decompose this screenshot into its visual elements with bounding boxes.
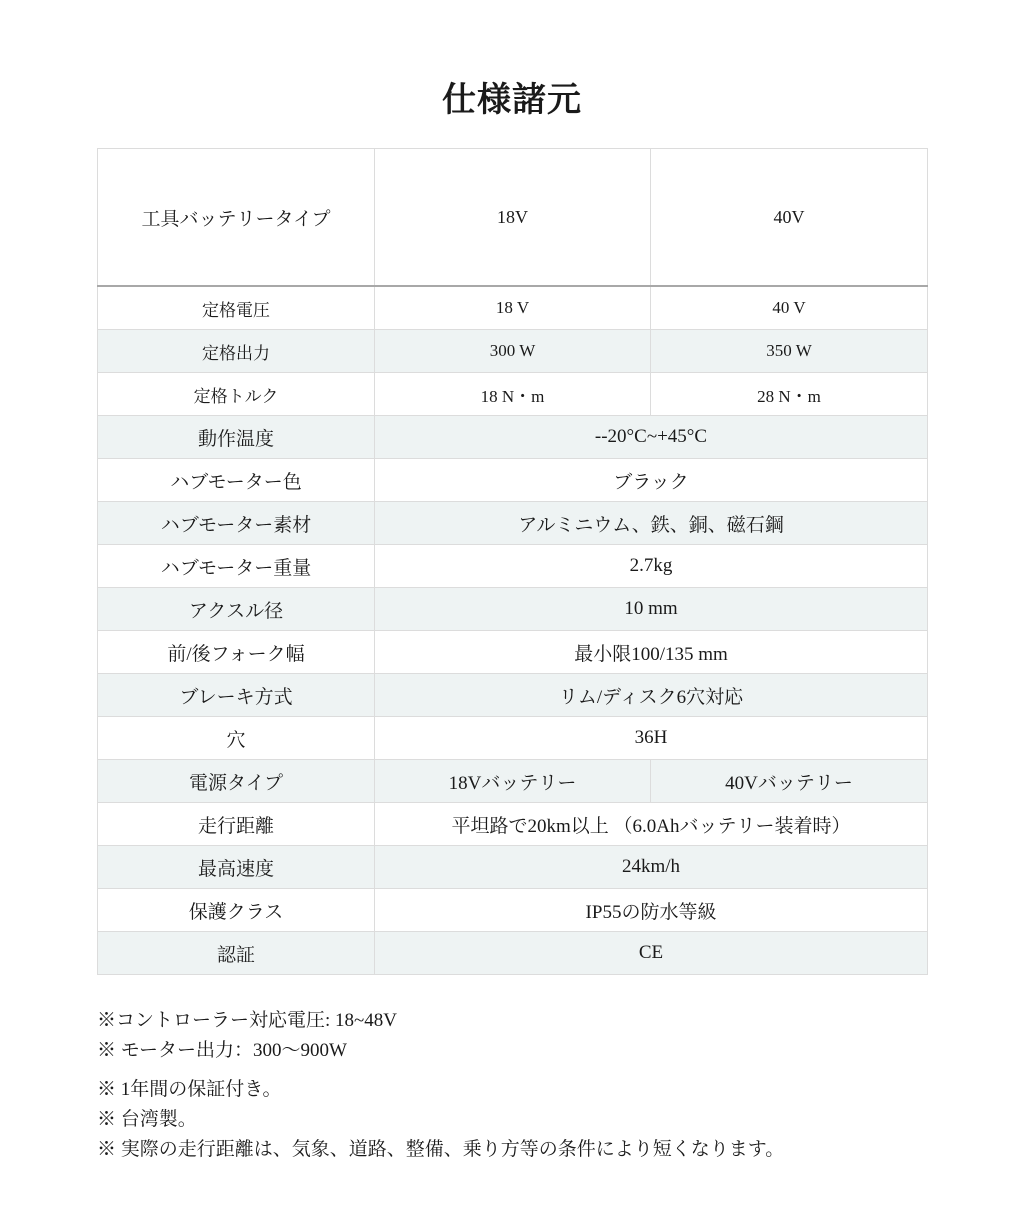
- table-row: [98, 286, 928, 330]
- row-label: ハブモーター重量: [98, 545, 375, 588]
- table-row: [98, 760, 928, 803]
- table-row: [98, 803, 928, 846]
- row-value-40v: 28 N・m: [651, 373, 928, 416]
- note-line: ※ 実際の走行距離は、気象、道路、整備、乗り方等の条件により短くなります。: [97, 1139, 785, 1160]
- row-label: 保護クラス: [98, 889, 375, 932]
- row-value: 最小限100/135 mm: [375, 631, 928, 674]
- header-col-18v: 18V: [375, 149, 651, 287]
- row-value: ブラック: [375, 459, 928, 502]
- table-row: [98, 588, 928, 631]
- table-row: [98, 459, 928, 502]
- row-label: 定格出力: [98, 330, 375, 373]
- note-line: ※ 台湾製。: [97, 1109, 197, 1130]
- table-row: [98, 889, 928, 932]
- row-value-40v: 40Vバッテリー: [651, 760, 928, 803]
- table-row: [98, 416, 928, 459]
- note-line: ※ 1年間の保証付き。: [97, 1079, 282, 1100]
- row-value: アルミニウム、鉄、銅、磁石鋼: [375, 502, 928, 545]
- table-row: [98, 674, 928, 717]
- table-row: [98, 545, 928, 588]
- table-row: [98, 932, 928, 975]
- table-header-row: [98, 149, 928, 287]
- table-row: [98, 717, 928, 760]
- row-value: --20°C~+45°C: [375, 416, 928, 459]
- table-row: [98, 631, 928, 674]
- row-label: ハブモーター素材: [98, 502, 375, 545]
- table-row: [98, 502, 928, 545]
- header-col-40v: 40V: [651, 149, 928, 287]
- page-title: 仕様諸元: [442, 82, 582, 119]
- row-value: IP55の防水等級: [375, 889, 928, 932]
- row-value-40v: 350 W: [651, 330, 928, 373]
- row-label: ハブモーター色: [98, 459, 375, 502]
- table-row: [98, 846, 928, 889]
- row-label: 走行距離: [98, 803, 375, 846]
- row-label: ブレーキ方式: [98, 674, 375, 717]
- row-label: 定格トルク: [98, 373, 375, 416]
- row-value: 平坦路で20km以上 （6.0Ahバッテリー装着時）: [375, 803, 928, 846]
- table-row: [98, 373, 928, 416]
- row-label: 認証: [98, 932, 375, 975]
- spec-table: [97, 148, 928, 975]
- notes-group-general: [97, 1075, 927, 1165]
- row-label: 電源タイプ: [98, 760, 375, 803]
- header-label: 工具バッテリータイプ: [98, 149, 375, 287]
- row-value: CE: [375, 932, 928, 975]
- row-value-18v: 18 N・m: [375, 373, 651, 416]
- note-line: ※ モーター出力：300〜900W: [97, 1040, 347, 1061]
- row-value: 10 mm: [375, 588, 928, 631]
- row-value: 2.7kg: [375, 545, 928, 588]
- row-value-18v: 300 W: [375, 330, 651, 373]
- row-label: アクスル径: [98, 588, 375, 631]
- row-label: 最高速度: [98, 846, 375, 889]
- table-row: [98, 330, 928, 373]
- row-value-18v: 18 V: [375, 286, 651, 330]
- row-label: 前/後フォーク幅: [98, 631, 375, 674]
- note-line: ※コントローラー対応電圧: 18~48V: [97, 1010, 398, 1031]
- row-value: 24km/h: [375, 846, 928, 889]
- row-label: 動作温度: [98, 416, 375, 459]
- row-value: リム/ディスク6穴対応: [375, 674, 928, 717]
- notes-group-controller: [97, 1006, 927, 1066]
- row-value: 36H: [375, 717, 928, 760]
- row-value-40v: 40 V: [651, 286, 928, 330]
- row-value-18v: 18Vバッテリー: [375, 760, 651, 803]
- row-label: 穴: [98, 717, 375, 760]
- row-label: 定格電圧: [98, 286, 375, 330]
